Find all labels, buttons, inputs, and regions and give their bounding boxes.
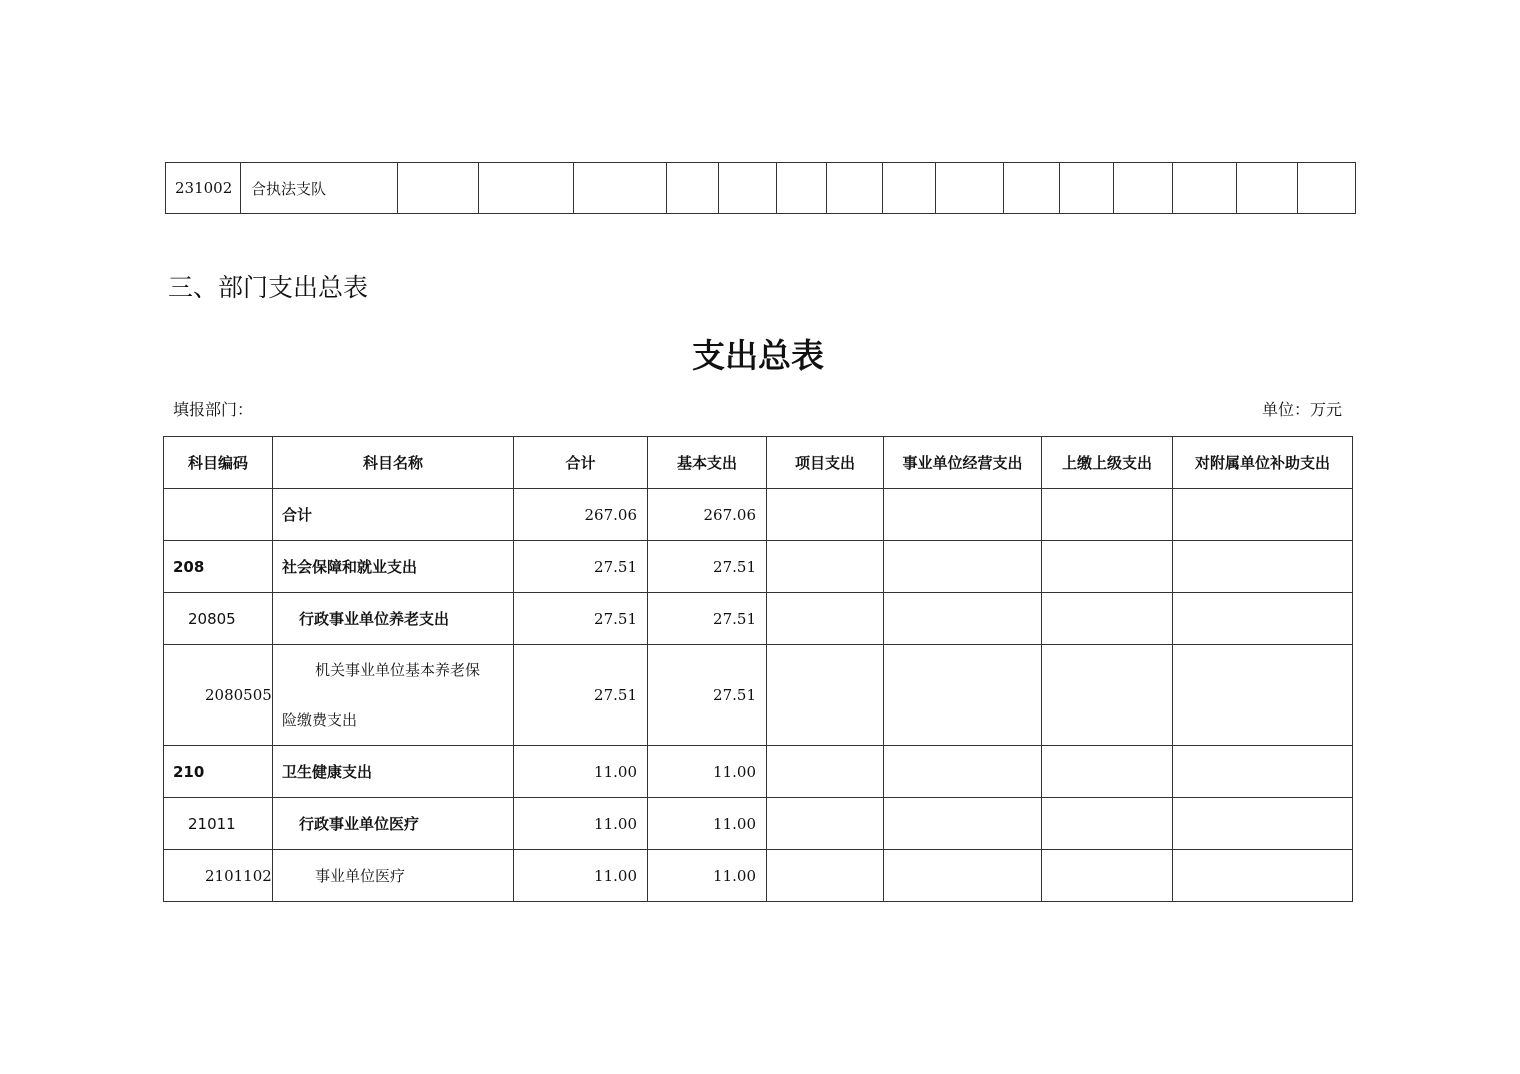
section-heading: 三、部门支出总表 xyxy=(168,273,369,302)
remit-upper-level-cell xyxy=(1042,489,1173,541)
basic-expenditure-cell: 267.06 xyxy=(648,489,767,541)
table-row xyxy=(164,798,1353,850)
project-expenditure-cell xyxy=(767,746,884,798)
empty-cell xyxy=(574,163,667,214)
remit-upper-level-cell xyxy=(1042,850,1173,902)
total-cell: 27.51 xyxy=(514,541,648,593)
table-row xyxy=(164,850,1353,902)
business-expenditure-cell xyxy=(884,541,1042,593)
total-cell: 27.51 xyxy=(514,645,648,746)
basic-expenditure-cell: 27.51 xyxy=(648,593,767,645)
subject-name-cell: 合计 xyxy=(273,489,514,541)
subject-code-cell: 210 xyxy=(164,746,273,798)
project-expenditure-cell xyxy=(767,593,884,645)
project-expenditure-cell xyxy=(767,541,884,593)
column-header: 基本支出 xyxy=(648,437,767,489)
subject-code-cell: 208 xyxy=(164,541,273,593)
empty-cell xyxy=(777,163,827,214)
project-expenditure-cell xyxy=(767,850,884,902)
table-row xyxy=(164,541,1353,593)
table-row xyxy=(164,746,1353,798)
total-cell: 11.00 xyxy=(514,850,648,902)
project-expenditure-cell xyxy=(767,645,884,746)
subject-name-cell xyxy=(273,645,514,746)
subject-code-cell: 231002 xyxy=(166,163,241,214)
basic-expenditure-cell: 11.00 xyxy=(648,850,767,902)
empty-cell xyxy=(667,163,719,214)
empty-cell xyxy=(1173,163,1237,214)
subject-code-cell: 2101102 xyxy=(164,850,273,902)
previous-table-tail xyxy=(165,162,1356,214)
subsidy-affiliated-cell xyxy=(1173,850,1353,902)
total-cell: 11.00 xyxy=(514,746,648,798)
project-expenditure-cell xyxy=(767,798,884,850)
basic-expenditure-cell: 27.51 xyxy=(648,645,767,746)
expenditure-summary-table xyxy=(163,436,1353,902)
empty-cell xyxy=(883,163,936,214)
empty-cell xyxy=(1004,163,1060,214)
subject-name-line: 险缴费支出 xyxy=(282,711,358,729)
column-header: 科目编码 xyxy=(164,437,273,489)
empty-cell xyxy=(479,163,574,214)
subject-name-cell: 合执法支队 xyxy=(241,163,398,214)
business-expenditure-cell xyxy=(884,489,1042,541)
table-header-row xyxy=(164,437,1353,489)
table-row xyxy=(164,645,1353,746)
remit-upper-level-cell xyxy=(1042,593,1173,645)
subject-code-cell: 21011 xyxy=(164,798,273,850)
empty-cell xyxy=(1298,163,1356,214)
basic-expenditure-cell: 11.00 xyxy=(648,798,767,850)
business-expenditure-cell xyxy=(884,593,1042,645)
subject-name-cell: 卫生健康支出 xyxy=(273,746,514,798)
remit-upper-level-cell xyxy=(1042,645,1173,746)
project-expenditure-cell xyxy=(767,489,884,541)
empty-cell xyxy=(1114,163,1173,214)
subject-code-cell: 20805 xyxy=(164,593,273,645)
remit-upper-level-cell xyxy=(1042,746,1173,798)
reporting-department-label: 填报部门： xyxy=(173,400,254,419)
business-expenditure-cell xyxy=(884,850,1042,902)
subsidy-affiliated-cell xyxy=(1173,593,1353,645)
subsidy-affiliated-cell xyxy=(1173,746,1353,798)
column-header: 上缴上级支出 xyxy=(1042,437,1173,489)
empty-cell xyxy=(398,163,479,214)
empty-cell xyxy=(1237,163,1298,214)
column-header: 合计 xyxy=(514,437,648,489)
basic-expenditure-cell: 27.51 xyxy=(648,541,767,593)
business-expenditure-cell xyxy=(884,746,1042,798)
subject-code-cell xyxy=(164,489,273,541)
subject-name-cell: 社会保障和就业支出 xyxy=(273,541,514,593)
table-row xyxy=(166,163,1356,214)
subsidy-affiliated-cell xyxy=(1173,489,1353,541)
business-expenditure-cell xyxy=(884,645,1042,746)
total-cell: 267.06 xyxy=(514,489,648,541)
empty-cell xyxy=(936,163,1004,214)
remit-upper-level-cell xyxy=(1042,798,1173,850)
empty-cell xyxy=(1060,163,1114,214)
empty-cell xyxy=(719,163,777,214)
unit-label: 单位：万元 xyxy=(1261,400,1342,419)
subject-name-cell: 行政事业单位养老支出 xyxy=(273,593,514,645)
empty-cell xyxy=(827,163,883,214)
total-cell: 27.51 xyxy=(514,593,648,645)
table-row xyxy=(164,593,1353,645)
subject-name-line: 机关事业单位基本养老保 xyxy=(315,661,481,679)
column-header: 事业单位经营支出 xyxy=(884,437,1042,489)
table-row xyxy=(164,489,1353,541)
remit-upper-level-cell xyxy=(1042,541,1173,593)
page-title: 支出总表 xyxy=(692,336,824,375)
subsidy-affiliated-cell xyxy=(1173,645,1353,746)
subject-name-cell: 行政事业单位医疗 xyxy=(273,798,514,850)
column-header: 科目名称 xyxy=(273,437,514,489)
column-header: 项目支出 xyxy=(767,437,884,489)
subject-name-cell: 事业单位医疗 xyxy=(273,850,514,902)
column-header: 对附属单位补助支出 xyxy=(1173,437,1353,489)
subject-code-cell: 2080505 xyxy=(164,645,273,746)
basic-expenditure-cell: 11.00 xyxy=(648,746,767,798)
business-expenditure-cell xyxy=(884,798,1042,850)
subsidy-affiliated-cell xyxy=(1173,798,1353,850)
total-cell: 11.00 xyxy=(514,798,648,850)
subsidy-affiliated-cell xyxy=(1173,541,1353,593)
